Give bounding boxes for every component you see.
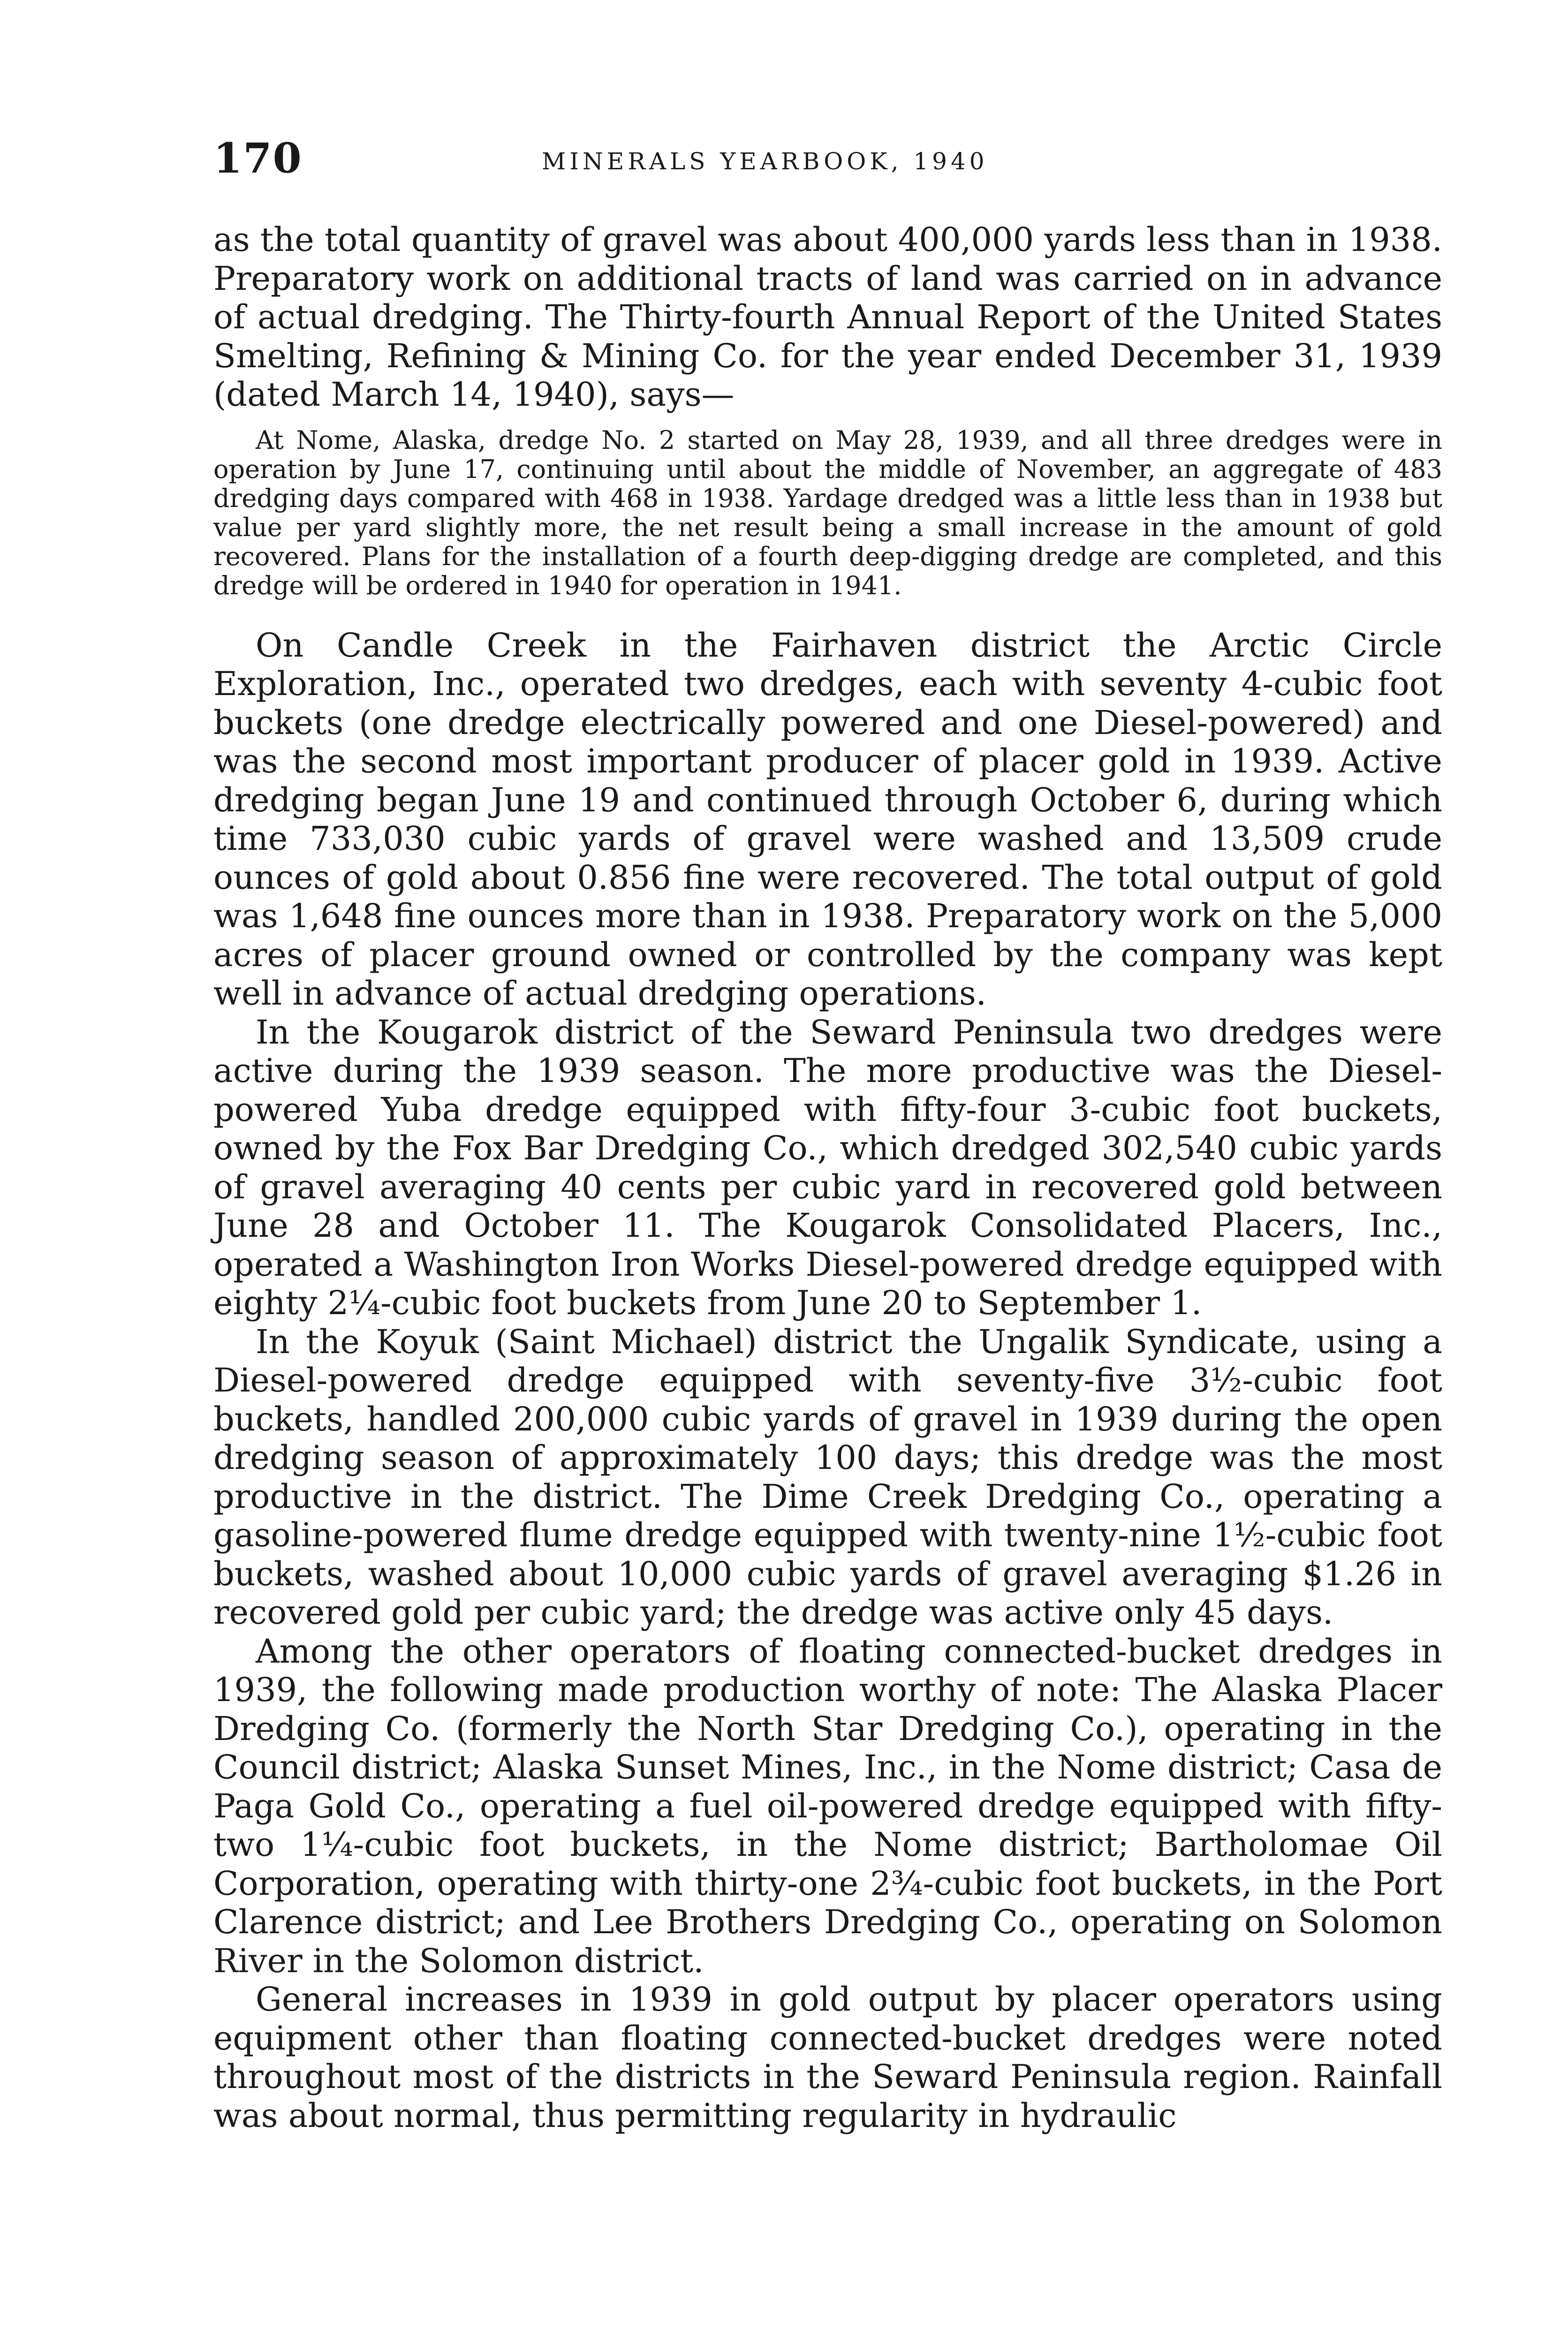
paragraph-other-operators: Among the other operators of floating connected-bucket dredges in 1939, the following made production worthy of note: The Alaska Placer Dredging Co. (formerly the North Star Dredging Co.), operating in the Council district; Alaska Sunset Mines, Inc., in the Nome district; Casa de Paga Gold Co., operating a fuel oil-powered dredge equipped with fifty-two 1¼-cubic foot buckets, in the Nome district; Bartholomae Oil Corporation, operating with thirty-one 2¾-cubic foot buckets, in the Port Clarence district; and Lee Brothers Dredging Co., operating on Solomon River in the Solomon district. <box>213 1632 1442 1980</box>
body-text <box>213 220 1442 2135</box>
page-number: 170 <box>213 134 303 182</box>
paragraph-continuation: as the total quantity of gravel was about 400,000 yards less than in 1938. Preparatory work on additional tracts of land was carried on in advance of actual dredging. The Thirty-fourth Annual Report of the United States Smelting, Refining & Mining Co. for the year ended December 31, 1939 (dated March 14, 1940), says— <box>213 220 1442 414</box>
block-quote: At Nome, Alaska, dredge No. 2 started on May 28, 1939, and all three dredges were in operation by June 17, continuing until about the middle of November, an aggregate of 483 dredging days compared with 468 in 1938. Yardage dredged was a little less than in 1938 but value per yard slightly more, the net result being a small increase in the amount of gold recovered. Plans for the installation of a fourth deep-digging dredge are completed, and this dredge will be ordered in 1940 for operation in 1941. <box>213 425 1442 600</box>
running-title: MINERALS YEARBOOK, 1940 <box>542 148 988 175</box>
paragraph-kougarok: In the Kougarok district of the Seward Peninsula two dredges were active during the 1939 season. The more productive was the Diesel-powered Yuba dredge equipped with fifty-four 3-cubic foot buckets, owned by the Fox Bar Dredging Co., which dredged 302,540 cubic yards of gravel averaging 40 cents per cubic yard in recovered gold between June 28 and October 11. The Kougarok Consolidated Placers, Inc., operated a Washington Iron Works Diesel-powered dredge equipped with eighty 2¼-cubic foot buckets from June 20 to September 1. <box>213 1013 1442 1322</box>
running-head <box>213 134 1442 190</box>
paragraph-general-increases: General increases in 1939 in gold output by placer operators using equipment other than floating connected-bucket dredges were noted throughout most of the districts in the Seward Peninsula region. Rainfall was about normal, thus permitting regularity in hydraulic <box>213 1980 1442 2135</box>
paragraph-candle-creek: On Candle Creek in the Fairhaven district the Arctic Circle Exploration, Inc., operated two dredges, each with seventy 4-cubic foot buckets (one dredge electrically powered and one Diesel-powered) and was the second most important producer of placer gold in 1939. Active dredging began June 19 and continued through October 6, during which time 733,030 cubic yards of gravel were washed and 13,509 crude ounces of gold about 0.856 fine were recovered. The total output of gold was 1,648 fine ounces more than in 1938. Preparatory work on the 5,000 acres of placer ground owned or controlled by the company was kept well in advance of actual dredging operations. <box>213 626 1442 1013</box>
paragraph-koyuk: In the Koyuk (Saint Michael) district the Ungalik Syndicate, using a Diesel-powered dredge equipped with seventy-five 3½-cubic foot buckets, handled 200,000 cubic yards of gravel in 1939 during the open dredging season of approximately 100 days; this dredge was the most productive in the district. The Dime Creek Dredging Co., operating a gasoline-powered flume dredge equipped with twenty-nine 1½-cubic foot buckets, washed about 10,000 cubic yards of gravel averaging $1.26 in recovered gold per cubic yard; the dredge was active only 45 days. <box>213 1322 1442 1632</box>
